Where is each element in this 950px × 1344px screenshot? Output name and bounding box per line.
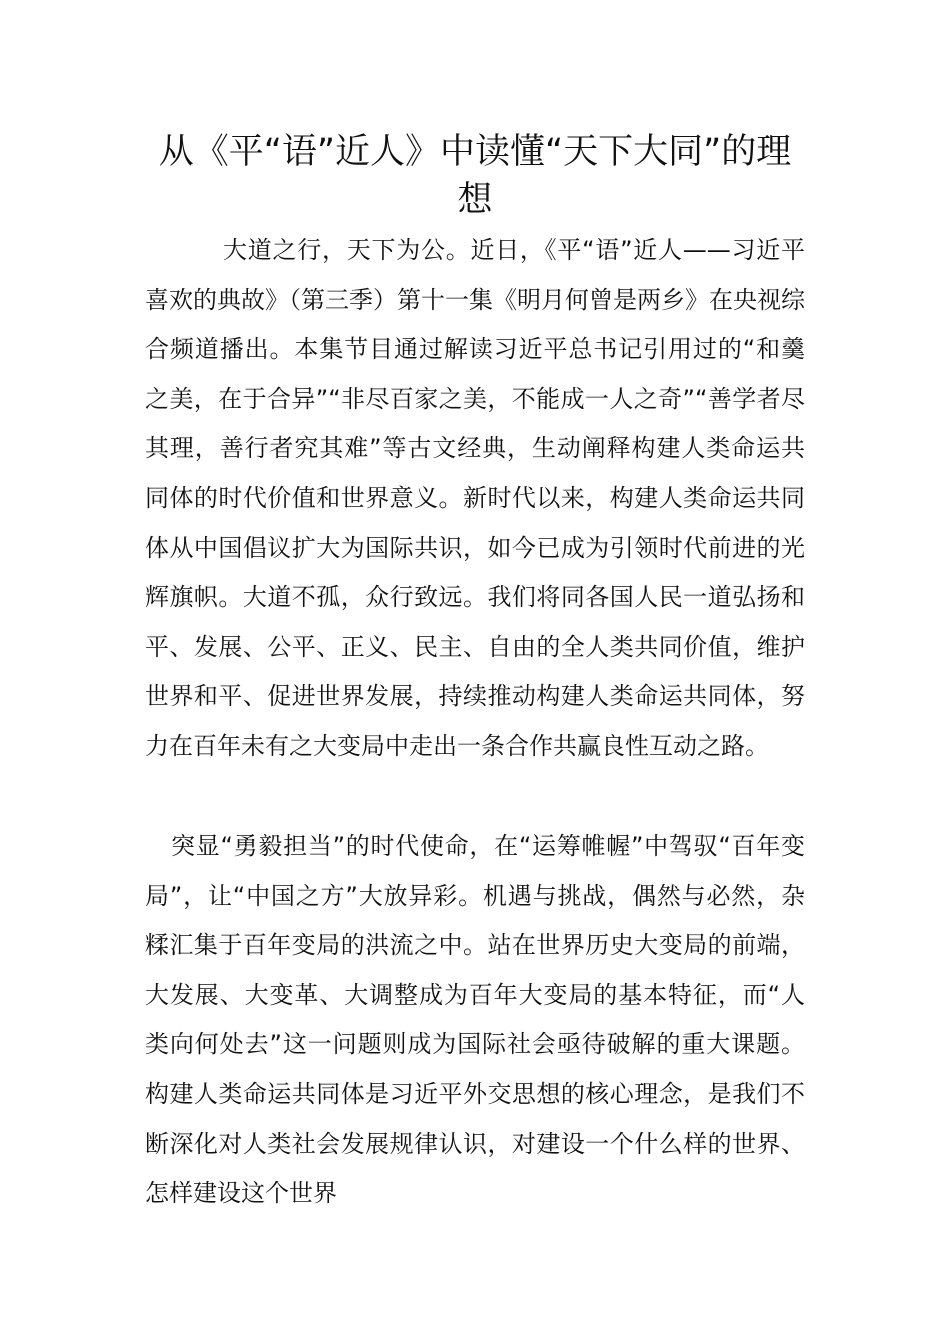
- document-title: 从《平“语”近人》中读懂“天下大同”的理想: [158, 132, 792, 220]
- paragraph-2: 突显“勇毅担当”的时代使命，在“运筹帷幄”中驾驭“百年变局”，让“中国之方”大放异彩。机遇与挑战，偶然与必然，杂糅汇集于百年变局的洪流之中。站在世界历史大变局的前端，大发展、大变革、大调整成为百年大变局的基本特征，而“人类向何处去”这一问题则成为国际社会亟待破解的重大课题。构建人类命运共同体是习近平外交思想的核心理念，是我们不断深化对人类社会发展规律认识，对建设一个什么样的世界、怎样建设这个世界: [145, 832, 805, 1208]
- paragraph-1: 大道之行，天下为公。近日，《平“语”近人——习近平喜欢的典故》（第三季）第十一集《明月何曾是两乡》在央视综合频道播出。本集节目通过解读习近平总书记引用过的“和羹之美，在于合异”“非尽百家之美，不能成一人之奇”“善学者尽其理，善行者究其难”等古文经典，生动阐释构建人类命运共同体的时代价值和世界意义。新时代以来，构建人类命运共同体从中国倡议扩大为国际共识，如今已成为引领时代前进的光辉旗帜。大道不孤，众行致远。我们将同各国人民一道弘扬和平、发展、公平、正义、民主、自由的全人类共同价值，维护世界和平、促进世界发展，持续推动构建人类命运共同体，努力在百年未有之大变局中走出一条合作共赢良性互动之路。: [145, 236, 805, 760]
